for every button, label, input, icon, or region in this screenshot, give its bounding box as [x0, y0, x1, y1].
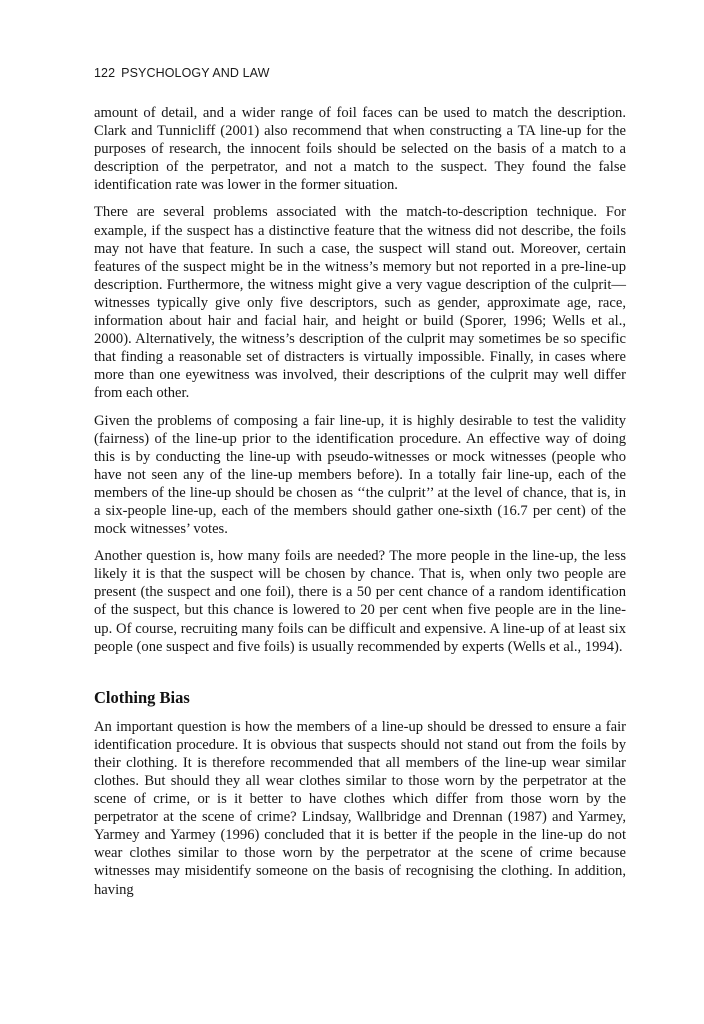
running-title: PSYCHOLOGY AND LAW [121, 66, 270, 80]
running-header [94, 64, 626, 82]
paragraph-match-problems: There are several problems associated with the match-to-description technique. For example, if the suspect has a distinctive feature that the witness did not describe, the foils may not have that feature. In such a case, the suspect will stand out. Moreover, certain features of the suspect might be in the witness’s memory but not reported in a pre-line-up description. Furthermore, the witness might give a very vague description of the culprit—witnesses typically give only five descriptors, such as gender, approximate age, race, information about hair and facial hair, and height or build (Sporer, 1996; Wells et al., 2000). Alternatively, the witness’s description of the culprit may sometimes be so specific that finding a reasonable set of distracters is virtually impossible. Finally, in cases where more than one eyewitness was involved, their descriptions of the culprit may well differ from each other. [94, 204, 626, 402]
paragraph-clothing-bias: An important question is how the members of a line-up should be dressed to ensure a fair identification procedure. It is obvious that suspects should not stand out from the foils by their clothing. It is therefore recommended that all members of the line-up wear similar clothes. But should they all wear clothes similar to those worn by the perpetrator at the scene of crime, or is it better to have clothes which differ from those worn by the perpetrator at the scene of crime? Lindsay, Wallbridge and Drennan (1987) and Yarmey, Yarmey and Yarmey (1996) concluded that it is better if the people in the line-up do not wear clothes similar to those worn by the perpetrator at the scene of crime because witnesses may misidentify someone on the basis of recognising the clothing. In addition, having [94, 718, 626, 898]
page-number: 122 [94, 66, 116, 80]
section-heading-clothing-bias: Clothing Bias [94, 687, 190, 707]
paragraph-match-detail: amount of detail, and a wider range of foil faces can be used to match the description. Clark and Tunnicliff (2001) also recommend that when constructing a TA line-up for the purposes of research, the innocent foils should be selected on the basis of a match to a description of the perpetrator, and not a match to the suspect. They found the false identification rate was lower in the former situation. [94, 105, 626, 194]
book-page [94, 64, 626, 908]
paragraph-number-of-foils: Another question is, how many foils are needed? The more people in the line-up, the less likely it is that the suspect will be chosen by chance. That is, when only two people are present (the suspect and one foil), there is a 50 per cent chance of a random identification of the suspect, but this chance is lowered to 20 per cent when five people are in the line-up. Of course, recruiting many foils can be difficult and expensive. A line-up of at least six people (one suspect and five foils) is usually recommended by experts (Wells et al., 1994). [94, 548, 626, 655]
paragraph-lineup-fairness: Given the problems of composing a fair line-up, it is highly desirable to test the validity (fairness) of the line-up prior to the identification procedure. An effective way of doing this is by conducting the line-up with pseudo-witnesses or mock witnesses (people who have not seen any of the line-up members before). In a totally fair line-up, each of the members of the line-up should be chosen as ‘‘the culprit’’ at the level of chance, that is, in a six-people line-up, each of the members should gather one-sixth (16.7 per cent) of the mock witnesses’ votes. [94, 412, 626, 538]
